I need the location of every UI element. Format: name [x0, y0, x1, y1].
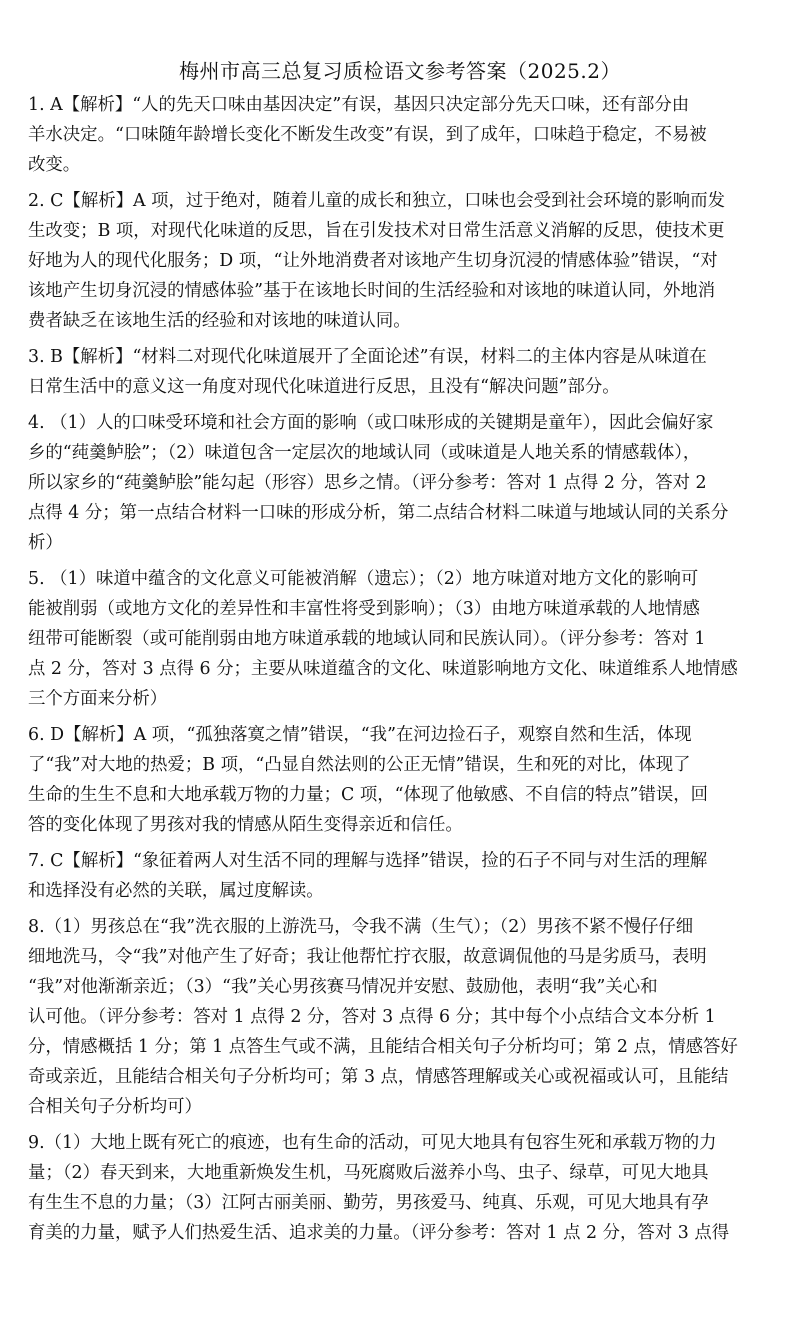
- answer-line: 了“我”对大地的热爱；B 项，“凸显自然法则的公正无情”错误，生和死的对比，体现了: [28, 755, 691, 775]
- answer-line: 3. B【解析】“材料二对现代化味道展开了全面论述”有误，材料二的主体内容是从味道在: [28, 347, 707, 367]
- answer-line: 生命的生生不息和大地承载万物的力量；C 项，“体现了他敏感、不自信的特点”错误，回: [28, 785, 709, 805]
- answer-line: 改变。: [28, 155, 81, 175]
- answer-line: 析）: [28, 533, 63, 553]
- answer-line: 9.（1）大地上既有死亡的痕迹，也有生命的活动，可见大地具有包容生死和承载万物的力: [28, 1133, 717, 1153]
- answer-line: 细地洗马，令“我”对他产生了好奇；我让他帮忙拧衣服，故意调侃他的马是劣质马，表明: [28, 947, 707, 967]
- page-title: 梅州市高三总复习质检语文参考答案（2025.2）: [179, 59, 621, 83]
- answer-line: 8.（1）男孩总在“我”洗衣服的上游洗马，令我不满（生气）；（2）男孩不紧不慢仔仔细: [28, 917, 694, 937]
- answer-line: 4. （1）人的口味受环境和社会方面的影响（或口味形成的关键期是童年），因此会偏好家: [28, 413, 714, 433]
- answer-line: 2. C【解析】A 项，过于绝对，随着儿童的成长和独立，口味也会受到社会环境的影响而发: [28, 191, 725, 211]
- answer-line: 所以家乡的“莼羹鲈脍”能勾起（形容）思乡之情。（评分参考：答对 1 点得 2 分，答对 2: [28, 473, 707, 493]
- answer-line: 能被削弱（或地方文化的差异性和丰富性将受到影响）；（3）由地方味道承载的人地情感: [28, 599, 700, 619]
- answer-line: 奇或亲近，且能结合相关句子分析均可；第 3 点，情感答理解或关心或祝福或认可，且能结: [28, 1067, 729, 1087]
- answer-line: “我”对他渐渐亲近；（3）“我”关心男孩赛马情况并安慰、鼓励他，表明“我”关心和: [28, 977, 658, 997]
- answer-line: 羊水决定。“口味随年龄增长变化不断发生改变”有误，到了成年，口味趋于稳定，不易被: [28, 125, 707, 145]
- answer-line: 生改变；B 项，对现代化味道的反思，旨在引发技术对日常生活意义消解的反思，使技术更: [28, 221, 725, 241]
- answer-line: 日常生活中的意义这一角度对现代化味道进行反思，且没有“解决问题”部分。: [28, 377, 620, 397]
- answer-line: 分，情感概括 1 分；第 1 点答生气或不满，且能结合相关句子分析均可；第 2 点，情感答好: [28, 1037, 738, 1057]
- answer-line: 该地产生切身沉浸的情感体验”基于在该地长时间的生活经验和对该地的味道认同，外地消: [28, 281, 716, 301]
- answer-line: 有生生不息的力量；（3）江阿古丽美丽、勤劳，男孩爱马、纯真、乐观，可见大地具有孕: [28, 1193, 709, 1213]
- answer-line: 量；（2）春天到来，大地重新焕发生机，马死腐败后滋养小鸟、虫子、绿草，可见大地具: [28, 1163, 709, 1183]
- answer-line: 答的变化体现了男孩对我的情感从陌生变得亲近和信任。: [28, 815, 463, 835]
- answer-line: 费者缺乏在该地生活的经验和对该地的味道认同。: [28, 311, 411, 331]
- answer-line: 乡的“莼羹鲈脍”；（2）味道包含一定层次的地域认同（或味道是人地关系的情感载体），: [28, 443, 701, 463]
- answer-line: 合相关句子分析均可）: [28, 1097, 202, 1117]
- answer-line: 点 2 分，答对 3 点得 6 分；主要从味道蕴含的文化、味道影响地方文化、味道维系人地情感: [28, 659, 738, 679]
- answer-line: 和选择没有必然的关联，属过度解读。: [28, 881, 324, 901]
- answer-line: 7. C【解析】“象征着两人对生活不同的理解与选择”错误，捡的石子不同与对生活的理解: [28, 851, 708, 871]
- answer-line: 点得 4 分；第一点结合材料一口味的形成分析，第二点结合材料二味道与地域认同的关系分: [28, 503, 729, 523]
- answer-line: 5. （1）味道中蕴含的文化意义可能被消解（遗忘）；（2）地方味道对地方文化的影响可: [28, 569, 699, 589]
- answer-line: 认可他。（评分参考：答对 1 点得 2 分，答对 3 点得 6 分；其中每个小点结合文本分析 1: [28, 1007, 716, 1027]
- answer-line: 纽带可能断裂（或可能削弱由地方味道承载的地域认同和民族认同）。（评分参考：答对 1: [28, 629, 706, 649]
- answer-line: 育美的力量，赋予人们热爱生活、追求美的力量。（评分参考：答对 1 点 2 分，答对 3 点得: [28, 1223, 730, 1243]
- answer-line: 1. A【解析】“人的先天口味由基因决定”有误，基因只决定部分先天口味，还有部分由: [28, 95, 690, 115]
- answer-line: 三个方面来分析）: [28, 689, 168, 709]
- answer-line: 6. D【解析】A 项，“孤独落寞之情”错误，“我”在河边捡石子，观察自然和生活，体现: [28, 725, 692, 745]
- answer-line: 好地为人的现代化服务；D 项，“让外地消费者对该地产生切身沉浸的情感体验”错误，“对: [28, 251, 718, 271]
